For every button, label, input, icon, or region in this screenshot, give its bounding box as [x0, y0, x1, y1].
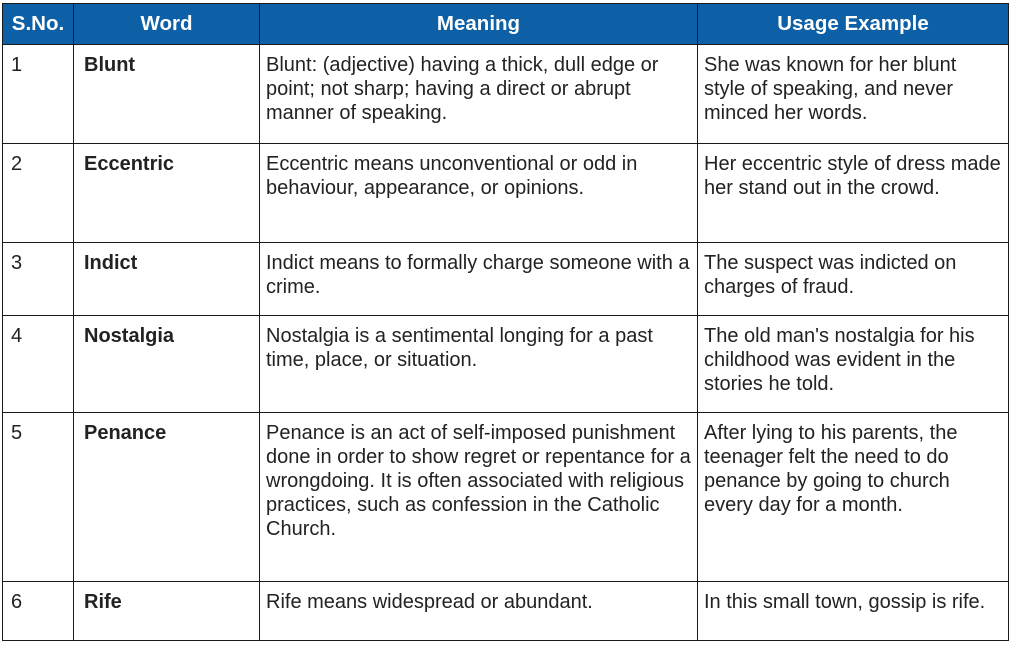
row-meaning: Rife means widespread or abundant.: [260, 582, 698, 641]
row-word: Indict: [74, 243, 260, 316]
row-word: Blunt: [74, 45, 260, 144]
header-word: Word: [74, 4, 260, 45]
row-usage: She was known for her blunt style of speaking, and never minced her words.: [698, 45, 1009, 144]
row-sno: 6: [3, 582, 74, 641]
row-sno: 5: [3, 413, 74, 582]
row-usage: The old man's nostalgia for his childhood was evident in the stories he told.: [698, 316, 1009, 413]
row-sno: 2: [3, 144, 74, 243]
table-row: [3, 243, 1009, 316]
row-usage: Her eccentric style of dress made her stand out in the crowd.: [698, 144, 1009, 243]
table-row: [3, 144, 1009, 243]
row-meaning: Eccentric means unconventional or odd in behaviour, appearance, or opinions.: [260, 144, 698, 243]
row-meaning: Nostalgia is a sentimental longing for a past time, place, or situation.: [260, 316, 698, 413]
table-row: [3, 413, 1009, 582]
header-usage-example: Usage Example: [698, 4, 1009, 45]
row-usage: In this small town, gossip is rife.: [698, 582, 1009, 641]
row-word: Rife: [74, 582, 260, 641]
vocabulary-table: [2, 3, 1009, 641]
table-row: [3, 582, 1009, 641]
row-word: Nostalgia: [74, 316, 260, 413]
row-sno: 3: [3, 243, 74, 316]
row-meaning: Indict means to formally charge someone with a crime.: [260, 243, 698, 316]
header-row: [3, 4, 1009, 45]
row-sno: 4: [3, 316, 74, 413]
row-usage: The suspect was indicted on charges of fraud.: [698, 243, 1009, 316]
header-meaning: Meaning: [260, 4, 698, 45]
row-meaning: Blunt: (adjective) having a thick, dull edge or point; not sharp; having a direct or abrupt manner of speaking.: [260, 45, 698, 144]
row-meaning: Penance is an act of self-imposed punishment done in order to show regret or repentance for a wrongdoing. It is often associated with religious practices, such as confession in the Catholic Church.: [260, 413, 698, 582]
header-sno: S.No.: [3, 4, 74, 45]
row-usage: After lying to his parents, the teenager felt the need to do penance by going to church every day for a month.: [698, 413, 1009, 582]
row-sno: 1: [3, 45, 74, 144]
table-row: [3, 316, 1009, 413]
table-row: [3, 45, 1009, 144]
vocabulary-table-container: [2, 3, 1009, 641]
row-word: Eccentric: [74, 144, 260, 243]
row-word: Penance: [74, 413, 260, 582]
